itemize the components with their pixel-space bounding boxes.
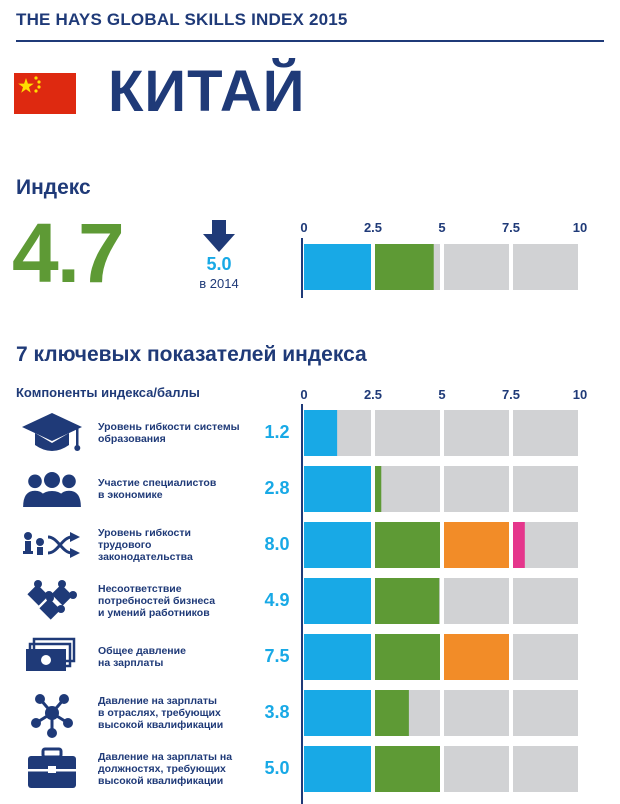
component-bar-7-track-2 xyxy=(444,746,509,792)
index-value: 4.7 xyxy=(12,206,123,300)
component-bar-4-fill-1 xyxy=(375,578,439,624)
component-label-line: и умений работников xyxy=(98,607,210,619)
component-label-line: образования xyxy=(98,433,166,445)
component-bar-6-track-2 xyxy=(444,690,509,736)
puzzle-pieces-icon xyxy=(27,580,77,620)
component-label-line: Уровень гибкости xyxy=(98,527,191,539)
component-bar-7-track-3 xyxy=(513,746,578,792)
components-chart-tick-label: 10 xyxy=(572,387,588,402)
component-score: 4.9 xyxy=(264,590,290,610)
briefcase-icon xyxy=(28,749,76,788)
component-bar-3-fill-0 xyxy=(304,522,371,568)
component-bar-1-fill-0 xyxy=(304,410,337,456)
component-bar-5-fill-0 xyxy=(304,634,371,680)
components-chart-tick-label: 7.5 xyxy=(501,387,521,402)
banknotes-icon xyxy=(26,639,74,671)
components-chart-tick-label: 5 xyxy=(438,387,446,402)
component-label-line: на зарплаты xyxy=(98,657,164,669)
component-bar-4-track-2 xyxy=(444,578,509,624)
index-chart-tick-label: 2.5 xyxy=(363,220,383,235)
component-bar-1-track-2 xyxy=(444,410,509,456)
network-nodes-icon xyxy=(31,694,73,738)
component-bar-1-track-1 xyxy=(375,410,440,456)
component-bar-3-fill-2 xyxy=(444,522,509,568)
components-header: Компоненты индекса/баллы xyxy=(16,385,200,400)
component-label-line: Несоответствие xyxy=(98,583,182,595)
index-bar-fill-0 xyxy=(304,244,371,290)
component-score: 7.5 xyxy=(264,646,290,666)
index-chart-tick-label: 7.5 xyxy=(501,220,521,235)
component-score: 8.0 xyxy=(264,534,290,554)
component-bar-5-fill-1 xyxy=(375,634,440,680)
component-label-line: Давление на зарплаты на xyxy=(98,751,233,763)
shuffle-people-icon xyxy=(23,532,80,558)
component-label-line: Давление на зарплаты xyxy=(98,695,217,707)
graduation-cap-icon xyxy=(22,413,82,451)
component-bar-3-fill-1 xyxy=(375,522,440,568)
component-label-line: в экономике xyxy=(98,489,163,501)
component-bar-3-fill-3 xyxy=(513,522,525,568)
component-bar-6-track-3 xyxy=(513,690,578,736)
people-group-icon xyxy=(23,472,81,507)
previous-index-value: 5.0 xyxy=(206,254,232,274)
index-chart-tick-label: 5 xyxy=(438,220,446,235)
index-chart-tick-label: 10 xyxy=(572,220,588,235)
component-score: 1.2 xyxy=(264,422,290,442)
index-chart-tick-label: 0 xyxy=(300,220,308,235)
component-bar-2-track-2 xyxy=(444,466,509,512)
component-score: 2.8 xyxy=(264,478,290,498)
component-bar-4-fill-0 xyxy=(304,578,371,624)
component-label-line: потребностей бизнеса xyxy=(98,595,216,607)
component-label-line: высокой квалификации xyxy=(98,719,224,731)
component-bar-5-fill-2 xyxy=(444,634,509,680)
components-chart-axis-line xyxy=(301,404,303,804)
component-label-line: Общее давление xyxy=(98,645,186,657)
component-bar-5-track-3 xyxy=(513,634,578,680)
index-chart-axis-line xyxy=(301,238,303,298)
component-score: 3.8 xyxy=(264,702,290,722)
component-bar-2-track-1 xyxy=(375,466,440,512)
header-title: THE HAYS GLOBAL SKILLS INDEX 2015 xyxy=(16,10,348,29)
component-label-line: высокой квалификации xyxy=(98,775,224,787)
index-label: Индекс xyxy=(16,176,91,199)
index-bar-fill-1 xyxy=(375,244,434,290)
component-bar-7-fill-0 xyxy=(304,746,371,792)
component-label-line: трудового xyxy=(98,539,152,551)
component-label-line: законодательства xyxy=(98,551,193,563)
index-bar-track-3 xyxy=(513,244,578,290)
component-bar-6-fill-0 xyxy=(304,690,371,736)
component-bar-2-track-3 xyxy=(513,466,578,512)
component-label-line: Участие специалистов xyxy=(98,477,217,489)
component-label-line: в отраслях, требующих xyxy=(98,707,221,719)
section-title: 7 ключевых показателей индекса xyxy=(16,343,367,366)
country-name: КИТАЙ xyxy=(108,59,306,124)
component-bar-4-track-3 xyxy=(513,578,578,624)
component-label-line: должностях, требующих xyxy=(98,763,226,775)
components-chart-tick-label: 0 xyxy=(300,387,308,402)
component-label-line: Уровень гибкости системы xyxy=(98,421,240,433)
index-bar-track-2 xyxy=(444,244,509,290)
component-score: 5.0 xyxy=(264,758,290,778)
previous-index-year: в 2014 xyxy=(199,276,239,291)
component-bar-7-fill-1 xyxy=(375,746,440,792)
component-bar-2-fill-0 xyxy=(304,466,371,512)
component-bar-6-fill-1 xyxy=(375,690,409,736)
component-bar-2-fill-1 xyxy=(375,466,381,512)
components-chart-tick-label: 2.5 xyxy=(363,387,383,402)
component-bar-1-track-3 xyxy=(513,410,578,456)
